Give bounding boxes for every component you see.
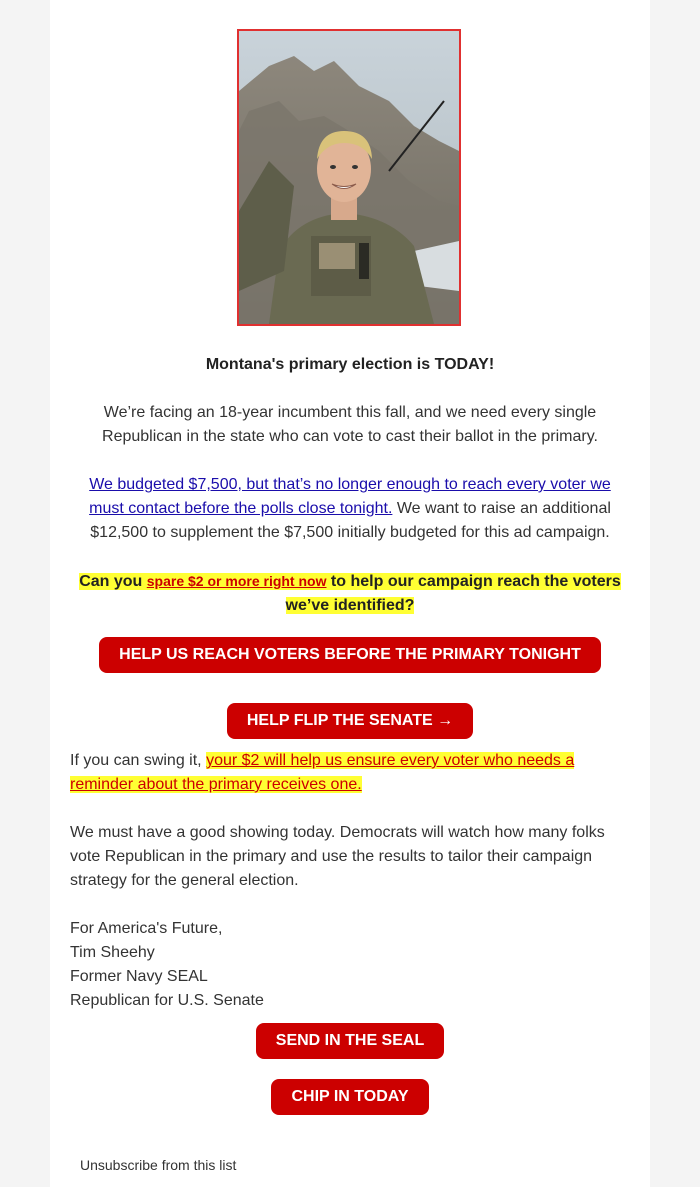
intro-paragraph: We’re facing an 18-year incumbent this fall, and we need every single Republican in the state who can vote to cast their ballot in the primary. (102, 404, 598, 445)
showing-paragraph: We must have a good showing today. Democrats will watch how many folks vote Republican in the primary and use the results to tailor their campaign strategy for the general election. (70, 824, 605, 889)
signature-closing: For America's Future, (70, 920, 223, 937)
candidate-photo-image (239, 31, 459, 324)
signature-name: Tim Sheehy (70, 944, 155, 961)
signature (70, 917, 630, 1013)
swing-link[interactable]: your $2 will help us ensure every voter who needs a reminder about the primary receives one. (70, 752, 575, 793)
donation-ask-after: to help our campaign reach the voters we’ve identified? (285, 573, 621, 614)
signature-title: Former Navy SEAL (70, 968, 208, 985)
signature-role: Republican for U.S. Senate (70, 992, 264, 1009)
flip-senate-button[interactable]: HELP FLIP THE SENATE → (227, 703, 473, 739)
budget-paragraph (80, 473, 620, 545)
donation-ask-before: Can you (79, 573, 147, 590)
budget-link[interactable]: We budgeted $7,500, but that’s no longer enough to reach every voter we must contact before the polls close tonight. (89, 476, 611, 517)
donation-ask-link[interactable]: spare $2 or more right now (146, 573, 327, 589)
chip-in-button[interactable]: CHIP IN TODAY (271, 1079, 429, 1115)
headline: Montana's primary election is TODAY! (205, 356, 495, 373)
donation-ask (70, 569, 630, 618)
send-seal-button[interactable]: SEND IN THE SEAL (256, 1023, 444, 1059)
candidate-photo (237, 29, 461, 326)
swing-paragraph-before: If you can swing it, (70, 752, 207, 769)
donation-ask-highlight (79, 573, 621, 614)
email-body (50, 0, 650, 1187)
unsubscribe-link[interactable]: Unsubscribe from this list (80, 1157, 237, 1173)
reach-voters-button[interactable]: HELP US REACH VOTERS BEFORE THE PRIMARY TONIGHT (99, 637, 601, 673)
budget-paragraph-rest: We want to raise an additional $12,500 to supplement the $7,500 initially budgeted for this ad campaign. (90, 500, 611, 541)
swing-paragraph (70, 749, 630, 797)
